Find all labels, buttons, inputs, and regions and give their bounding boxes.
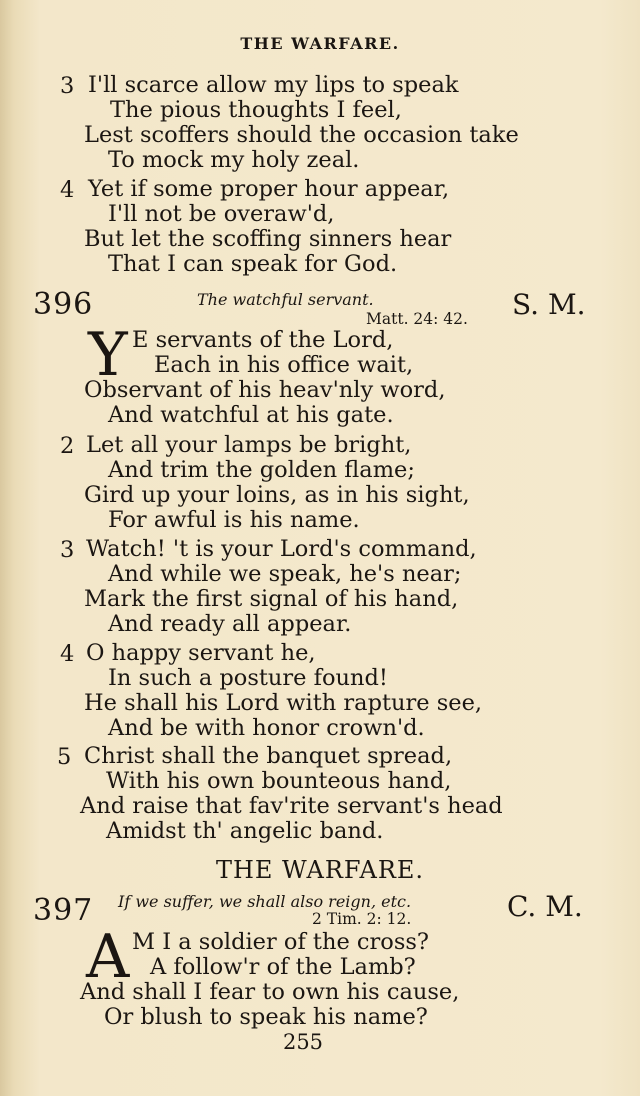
verse-line: But let the scoffing sinners hear bbox=[84, 226, 452, 252]
hymn-title: If we suffer, we shall also reign, etc. bbox=[118, 892, 412, 911]
verse-line: M I a soldier of the cross? bbox=[132, 929, 429, 955]
hymn-number: 396 bbox=[33, 287, 94, 322]
scripture-reference: 2 Tim. 2: 12. bbox=[312, 910, 412, 928]
verse-line: Each in his office wait, bbox=[154, 352, 414, 378]
verse-line: I'll not be overaw'd, bbox=[108, 201, 335, 227]
verse-line: I'll scarce allow my lips to speak bbox=[88, 72, 459, 98]
hymn-meter: C. M. bbox=[507, 890, 583, 923]
verse-line: Lest scoffers should the occasion take bbox=[84, 122, 519, 148]
verse-line: A follow'r of the Lamb? bbox=[150, 954, 416, 980]
verse-number: 4 bbox=[60, 177, 75, 203]
verse-line: For awful is his name. bbox=[108, 507, 360, 533]
verse-line: Christ shall the banquet spread, bbox=[84, 743, 453, 769]
hymn-number: 397 bbox=[33, 893, 94, 928]
verse-line: Watch! 't is your Lord's command, bbox=[86, 536, 477, 562]
section-heading: THE WARFARE. bbox=[215, 856, 425, 884]
verse-line: With his own bounteous hand, bbox=[106, 768, 452, 794]
verse-line: He shall his Lord with rapture see, bbox=[84, 690, 483, 716]
hymn-meter: S. M. bbox=[512, 288, 586, 321]
verse-line: O happy servant he, bbox=[86, 640, 316, 666]
verse-number: 4 bbox=[60, 641, 75, 667]
verse-line: And ready all appear. bbox=[108, 611, 352, 637]
verse-line: In such a posture found! bbox=[108, 665, 388, 691]
verse-line: E servants of the Lord, bbox=[132, 327, 394, 353]
hymn-title: The watchful servant. bbox=[197, 290, 374, 309]
verse-line: And shall I fear to own his cause, bbox=[80, 979, 460, 1005]
verse-line: Observant of his heav'nly word, bbox=[84, 377, 446, 403]
verse-line: And raise that fav'rite servant's head bbox=[80, 793, 503, 819]
verse-number: 5 bbox=[57, 744, 72, 770]
drop-cap: Y bbox=[88, 320, 128, 390]
verse-line: And watchful at his gate. bbox=[108, 402, 394, 428]
verse-line: To mock my holy zeal. bbox=[108, 147, 360, 173]
verse-line: Mark the first signal of his hand, bbox=[84, 586, 459, 612]
verse-number: 3 bbox=[60, 537, 75, 563]
verse-line: Amidst th' angelic band. bbox=[106, 818, 384, 844]
verse-line: Yet if some proper hour appear, bbox=[88, 176, 450, 202]
verse-line: Gird up your loins, as in his sight, bbox=[84, 482, 470, 508]
page-number: 255 bbox=[282, 1030, 324, 1054]
verse-line: That I can speak for God. bbox=[108, 251, 398, 277]
verse-line: Let all your lamps be bright, bbox=[86, 432, 412, 458]
running-head: THE WARFARE. bbox=[240, 34, 400, 53]
verse-line: And while we speak, he's near; bbox=[108, 561, 462, 587]
verse-number: 2 bbox=[60, 433, 75, 459]
scripture-reference: Matt. 24: 42. bbox=[366, 310, 468, 328]
verse-line: The pious thoughts I feel, bbox=[110, 97, 402, 123]
verse-line: And be with honor crown'd. bbox=[108, 715, 425, 741]
drop-cap: A bbox=[86, 922, 130, 992]
verse-line: And trim the golden flame; bbox=[108, 457, 415, 483]
verse-line: Or blush to speak his name? bbox=[104, 1004, 428, 1030]
verse-number: 3 bbox=[60, 73, 75, 99]
